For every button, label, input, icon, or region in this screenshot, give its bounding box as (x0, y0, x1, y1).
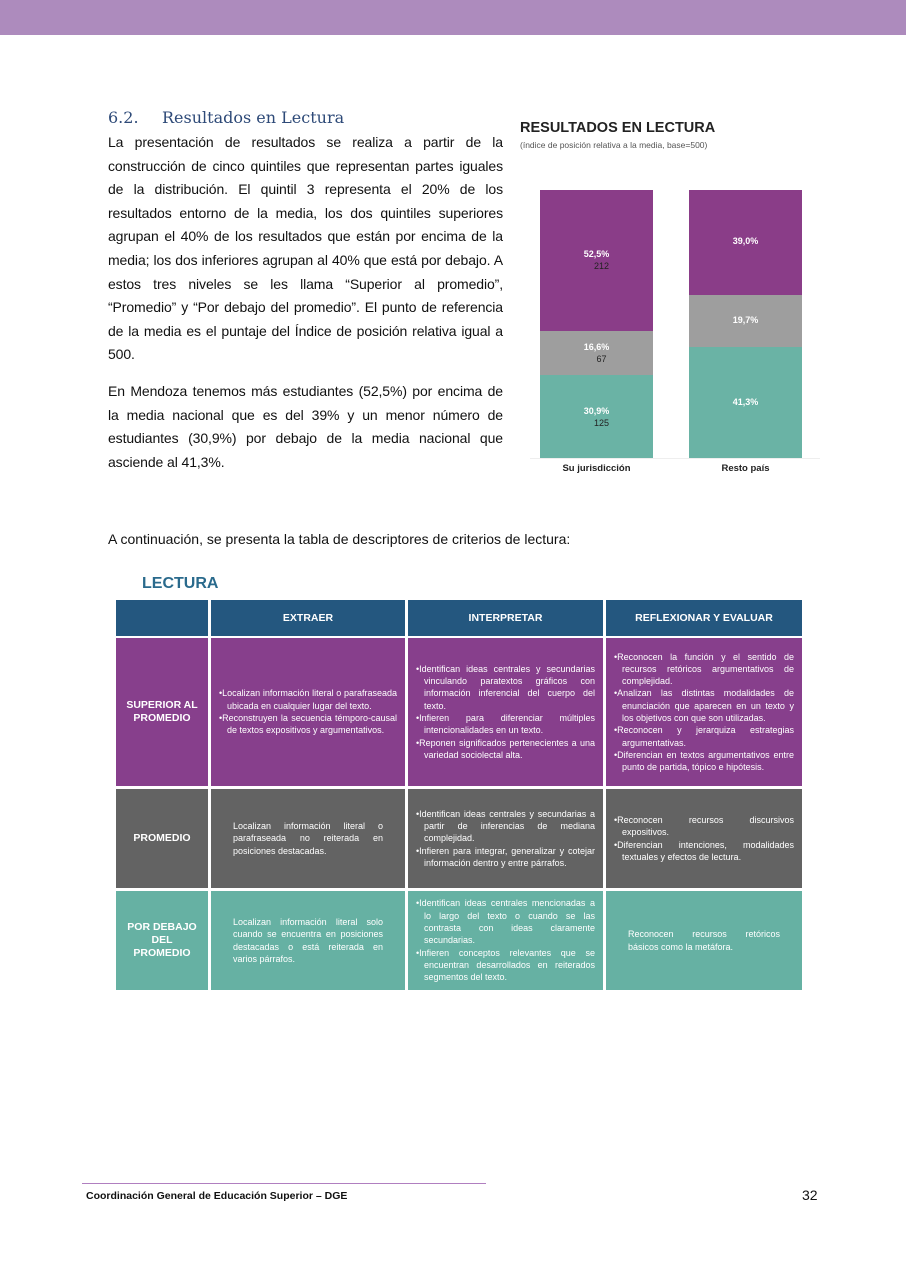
header-interpretar: INTERPRETAR (408, 600, 603, 636)
page-number: 32 (802, 1187, 818, 1203)
x-label-jurisdiccion: Su jurisdicción (562, 463, 631, 474)
cell-extraer: Localizan información literal o parafraseada no reiterada en posiciones destacadas. (211, 789, 405, 888)
header-bar (0, 0, 906, 35)
chart-subtitle: (índice de posición relativa a la media, base=500) (520, 140, 708, 150)
cell-extraer (211, 638, 405, 786)
cell-interpretar (408, 789, 603, 888)
descriptor-item: • Reconocen recursos discursivos expositivos. (614, 814, 794, 839)
bar-segment (540, 331, 653, 375)
descriptor-item: • Infieren para integrar, generalizar y cotejar información dentro y entre párrafos. (416, 845, 595, 870)
data-label: 19,7% (732, 314, 759, 325)
header-extraer: EXTRAER (211, 600, 405, 636)
descriptor-item: • Infieren conceptos relevantes que se encuentran desarrollados en reiterados segmentos del texto. (416, 947, 595, 984)
header-reflexionar: REFLEXIONAR Y EVALUAR (606, 600, 802, 636)
row-label: POR DEBAJO DEL PROMEDIO (116, 891, 208, 990)
bar-segment (540, 375, 653, 458)
descriptor-item: • Infieren para diferenciar múltiples intencionalidades en un texto. (416, 712, 595, 737)
cell-extraer: Localizan información literal solo cuando se encuentra en posiciones destacadas o está reiterada en varios párrafos. (211, 891, 405, 990)
bar-segment (689, 190, 802, 295)
descriptor-item: • Reponen significados pertenecientes a una variedad sociolectal alta. (416, 737, 595, 762)
footer-divider (82, 1183, 486, 1184)
data-label: 30,9% (583, 405, 610, 416)
count-label: 125 (593, 417, 610, 428)
paragraph-intro-table: A continuación, se presenta la tabla de descriptores de criterios de lectura: (108, 531, 571, 547)
descriptor-item: • Reconocen la función y el sentido de recursos retóricos argumentativos de complejidad. (614, 651, 794, 688)
row-label: SUPERIOR AL PROMEDIO (116, 638, 208, 786)
paragraph-mendoza: En Mendoza tenemos más estudiantes (52,5%) por encima de la media nacional que es del 39% y un menor número de estudiantes (30,9%) por debajo de la media nacional que asciende al 41,3%. (108, 383, 503, 470)
table-title: LECTURA (142, 575, 219, 592)
paragraph-quintiles: La presentación de resultados se realiza a partir de la construcción de cinco quintiles que representan partes iguales de la distribución. El quintil 3 representa el 20% de los resultados entorno de la media, los dos quintiles superiores agrupan el 40% de los resultados que están por encima de la media; los dos inferiores agrupan al 40% que está por debajo. A estos tres niveles se les llama “Superior al promedio”, “Promedio” y “Por debajo del promedio”. El punto de referencia de la media es el puntaje del Índice de posición relativa igual a 500. (108, 134, 503, 363)
x-label-resto-pais: Resto país (721, 463, 770, 474)
data-label: 41,3% (732, 396, 759, 407)
count-label: 212 (593, 261, 610, 272)
bar-segment (540, 190, 653, 331)
descriptor-item: • Identifican ideas centrales mencionadas a lo largo del texto o cuando se las contrasta con ideas claramente secundarias. (416, 897, 595, 946)
bar-0 (540, 190, 653, 458)
bar-segment (689, 347, 802, 458)
bar-segment (689, 295, 802, 348)
cell-interpretar (408, 638, 603, 786)
cell-interpretar (408, 891, 603, 990)
descriptor-item: • Identifican ideas centrales y secundarias vinculando paratextos gráficos con información inferencial del cuerpo del texto. (416, 663, 595, 712)
descriptor-item: • Identifican ideas centrales y secundarias a partir de inferencias de mediana complejidad. (416, 808, 595, 845)
chart-axis (530, 458, 820, 459)
descriptor-item: • Diferencian en textos argumentativos entre punto de partida, tópico e hipótesis. (614, 749, 794, 774)
row-label: PROMEDIO (116, 789, 208, 888)
cell-reflexionar: Reconocen recursos retóricos básicos como la metáfora. (606, 891, 802, 990)
descriptor-item: • Reconocen y jerarquiza estrategias argumentativas. (614, 724, 794, 749)
chart-title: RESULTADOS EN LECTURA (520, 120, 716, 136)
descriptor-item: • Analizan las distintas modalidades de enunciación que aparecen en un texto y los objetivos con que son utilizadas. (614, 687, 794, 724)
descriptor-item: • Localizan información literal o parafraseada ubicada en cualquier lugar del texto. (219, 687, 397, 712)
data-label: 39,0% (732, 236, 759, 247)
header-empty (116, 600, 208, 636)
section-heading: 6.2. Resultados en Lectura (108, 108, 345, 127)
bar-1 (689, 190, 802, 458)
count-label: 67 (596, 353, 607, 364)
data-label: 52,5% (583, 249, 610, 260)
descriptor-item: • Reconstruyen la secuencia témporo-causal de textos expositivos y argumentativos. (219, 712, 397, 737)
cell-reflexionar (606, 638, 802, 786)
descriptor-item: • Diferencian intenciones, modalidades textuales y efectos de lectura. (614, 839, 794, 864)
data-label: 16,6% (583, 341, 610, 352)
cell-reflexionar (606, 789, 802, 888)
footer-text: Coordinación General de Educación Superior – DGE (86, 1190, 348, 1202)
